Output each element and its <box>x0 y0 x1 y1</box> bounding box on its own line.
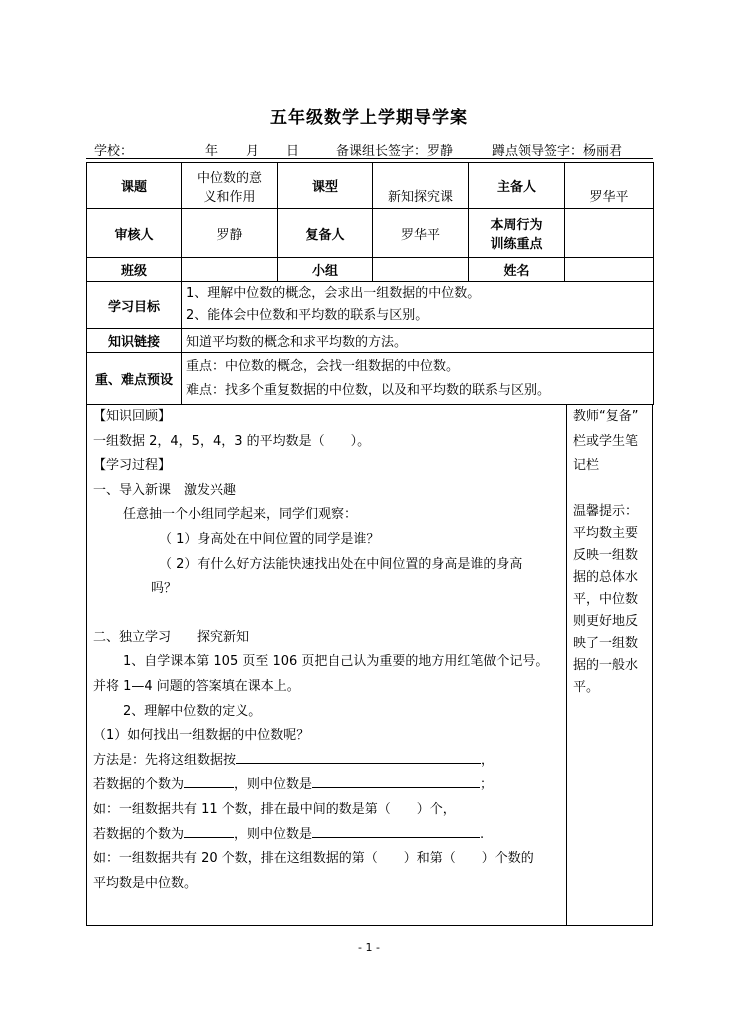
step2: 2、理解中位数的定义。 <box>123 703 262 719</box>
question-1: （ 1）身高处在中间位置的同学是谁？ <box>159 531 380 547</box>
notes-heading: 教师“复备” 栏或学生笔 记栏 <box>573 409 639 474</box>
main-content <box>93 405 563 896</box>
group-value <box>373 258 469 282</box>
part1-heading: 一、导入新课 激发兴趣 <box>93 482 237 498</box>
odd-line: 若数据的个数为 ，则中位数是 ； <box>93 773 563 798</box>
name-value <box>565 258 654 282</box>
part2-heading: 二、独立学习 探究新知 <box>93 629 250 645</box>
meta-rule <box>86 158 653 159</box>
main-prep-value: 罗华平 <box>565 163 654 209</box>
behavior-value <box>565 209 654 258</box>
topic-value: 中位数的意 义和作用 <box>182 163 278 209</box>
main-prep-label: 主备人 <box>469 163 565 209</box>
step1b: 并将 1—4 问题的答案填在课本上。 <box>93 678 300 694</box>
day-label: 日 <box>286 144 300 159</box>
leader-sign: 蹲点领导签字：杨丽君 <box>492 144 623 159</box>
class-value <box>182 258 278 282</box>
year-label: 年 <box>205 144 219 159</box>
method-line: 方法是：先将这组数据按 ， <box>93 749 563 774</box>
second-prep-label: 复备人 <box>278 209 373 258</box>
school-label: 学校： <box>94 144 134 159</box>
even-line: 若数据的个数为 ，则中位数是 . <box>93 823 563 848</box>
review-heading: 【知识回顾】 <box>93 409 172 424</box>
link-label: 知识链接 <box>87 329 182 353</box>
step1a: 1、自学课本第 105 页至 106 页把自己认为重要的地方用红笔做个记号。 <box>123 654 549 670</box>
link-value: 知道平均数的概念和求平均数的方法。 <box>182 329 654 353</box>
question-2b: 吗？ <box>151 581 178 597</box>
method-blank[interactable] <box>236 749 481 764</box>
key-value: 重点：中位数的概念，会找一组数据的中位数。 难点：找多个重复数据的中位数，以及和平均数的联系与区别。 <box>182 353 654 405</box>
group-label: 小组 <box>278 258 373 282</box>
prep-sign: 备课组长签字：罗静 <box>336 144 454 159</box>
odd-median-blank[interactable] <box>312 773 480 788</box>
second-prep-value: 罗华平 <box>373 209 469 258</box>
key-label: 重、难点预设 <box>87 353 182 405</box>
page-number: - 1 - <box>358 941 380 954</box>
type-value: 新知探究课 <box>373 163 469 209</box>
example-2b: 平均数是中位数。 <box>93 875 198 891</box>
sub-question-1: （1）如何找出一组数据的中位数呢？ <box>93 728 310 744</box>
reviewer-value: 罗静 <box>182 209 278 258</box>
example-1: 如：一组数据共有 11 个数，排在最中间的数是第（ ）个， <box>93 801 456 817</box>
name-label: 姓名 <box>469 258 565 282</box>
study-body <box>86 405 653 926</box>
review-question: 一组数据 2，4，5，4，3 的平均数是（ ）。 <box>93 433 371 449</box>
notes-column <box>573 405 651 699</box>
month-label: 月 <box>246 144 260 159</box>
even-median-blank[interactable] <box>312 823 480 838</box>
question-2a: （ 2）有什么好方法能快速找出处在中间位置的身高是谁的身高 <box>159 556 523 572</box>
intro-text: 任意抽一个小组同学起来，同学们观察： <box>123 507 358 523</box>
reviewer-label: 审核人 <box>87 209 182 258</box>
topic-label: 课题 <box>87 163 182 209</box>
type-label: 课型 <box>278 163 373 209</box>
even-count-blank[interactable] <box>184 823 234 838</box>
class-label: 班级 <box>87 258 182 282</box>
behavior-label: 本周行为 训练重点 <box>469 209 565 258</box>
info-table <box>86 162 654 405</box>
example-2a: 如：一组数据共有 20 个数，排在这组数据的第（ ）和第（ ）个数的 <box>93 851 534 867</box>
document-title: 五年级数学上学期导学案 <box>270 108 468 128</box>
goals-label: 学习目标 <box>87 282 182 329</box>
odd-count-blank[interactable] <box>184 773 234 788</box>
process-heading: 【学习过程】 <box>93 458 172 474</box>
goals-value: 1、理解中位数的概念，会求出一组数据的中位数。 2、能体会中位数和平均数的联系与区别。 <box>182 282 654 329</box>
column-divider <box>566 405 567 925</box>
tip-text: 温馨提示： 平均数主要 反映一组数 据的总体水 平，中位数 则更好地反 映了一组数 据的一般水 平。 <box>573 503 639 695</box>
